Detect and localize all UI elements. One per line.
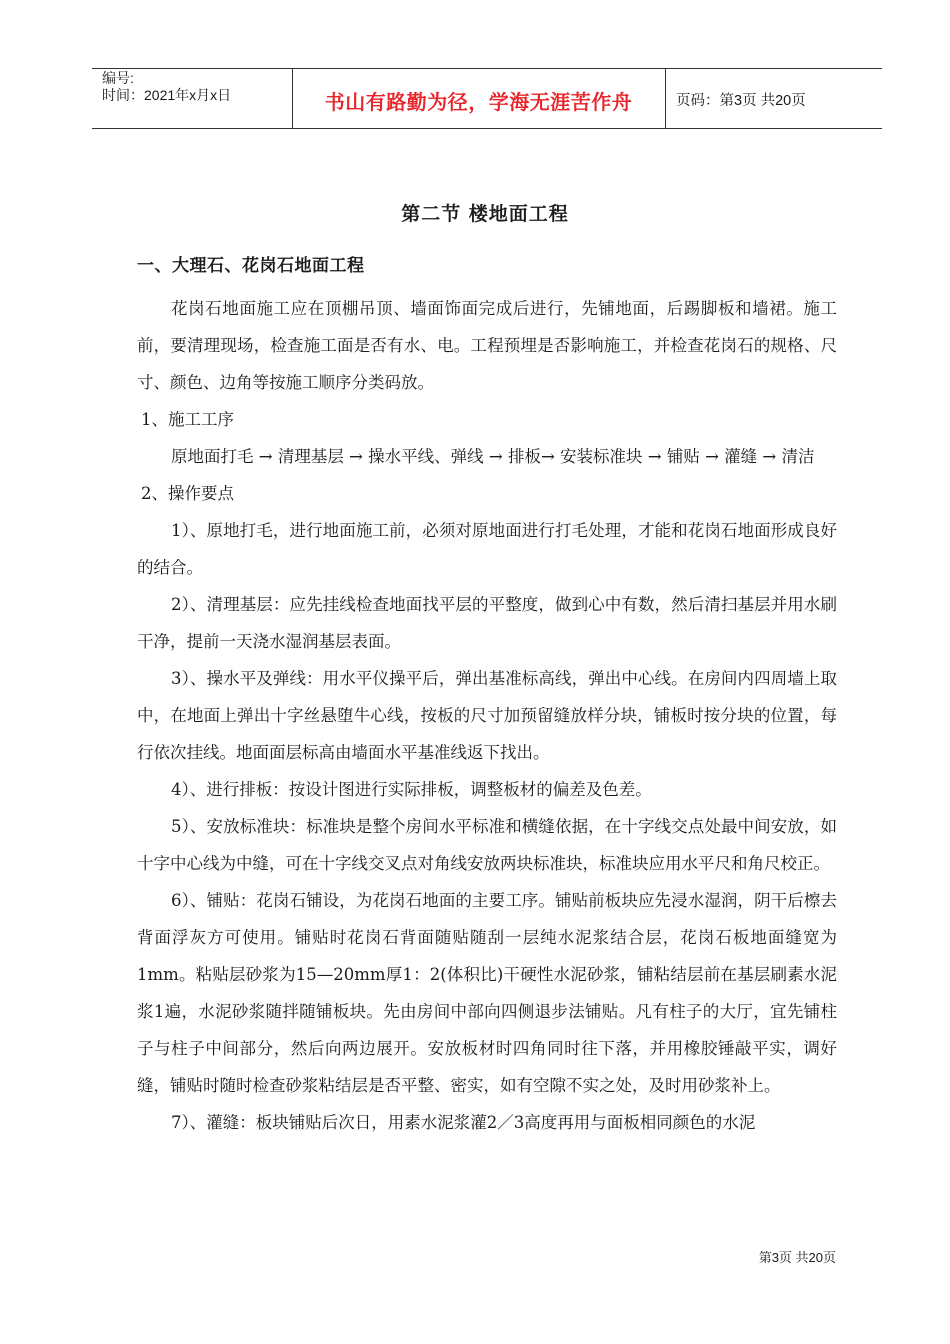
procedure-heading: 1、施工工序 bbox=[141, 410, 234, 429]
procedure-flow: 原地面打毛 → 清理基层 → 操水平线、弹线 → 排板→ 安装标准块 → 铺贴 → 灌缝 → 清洁 bbox=[171, 447, 815, 466]
point-paragraph-6: 6）、铺贴：花岗石铺设，为花岗石地面的主要工序。铺贴前板块应先浸水湿润，阴干后檫去背面浮灰方可使用。铺贴时花岗石背面随贴随刮一层纯水泥浆结合层，花岗石板地面缝宽为1mm。粘贴层砂浆为15—20mm厚1：2(体积比)干硬性水泥砂浆，铺粘结层前在基层刷素水泥浆1遍，水泥砂浆随拌随铺板块。先由房间中部向四侧退步法铺贴。凡有柱子的大厅，宜先铺柱子与柱子中间部分，然后向两边展开。安放板材时四角同时往下落，并用橡胶锤敲平实，调好缝，铺贴时随时检查砂浆粘结层是否平整、密实，如有空隙不实之处，及时用砂浆补上。 bbox=[137, 891, 837, 1095]
header-bottom-rule bbox=[92, 128, 882, 129]
point-paragraph-2: 2）、清理基层：应先挂线检查地面找平层的平整度，做到心中有数，然后清扫基层并用水刷干净，提前一天浇水湿润基层表面。 bbox=[137, 595, 837, 651]
intro-paragraph: 花岗石地面施工应在顶棚吊顶、墙面饰面完成后进行，先铺地面，后踢脚板和墙裙。施工前，要清理现场，检查施工面是否有水、电。工程预埋是否影响施工，并检查花岗石的规格、尺寸、颜色、边角等按施工顺序分类码放。 bbox=[137, 299, 837, 392]
header-divider-right bbox=[665, 68, 666, 129]
point-paragraph-4: 4）、进行排板：按设计图进行实际排板，调整板材的偏差及色差。 bbox=[171, 780, 652, 799]
subsection-heading: 一、大理石、花岗石地面工程 bbox=[137, 256, 365, 276]
header-page-label: 页码：第3页 共20页 bbox=[676, 93, 806, 109]
point-paragraph-3: 3）、操水平及弹线：用水平仪操平后，弹出基准标高线，弹出中心线。在房间内四周墙上取中，在地面上弹出十字丝悬堕牛心线，按板的尺寸加预留缝放样分块，铺板时按分块的位置，每行依次挂线。地面面层标高由墙面水平基准线返下找出。 bbox=[137, 669, 837, 762]
point-paragraph-5: 5）、安放标准块：标准块是整个房间水平标准和横缝依据，在十字线交点处最中间安放，如十字中心线为中缝，可在十字线交叉点对角线安放两块标准块，标准块应用水平尺和角尺校正。 bbox=[137, 817, 837, 873]
points-heading: 2、操作要点 bbox=[141, 484, 234, 503]
doc-number-label: 编号: bbox=[102, 70, 134, 86]
header-top-rule bbox=[92, 68, 882, 69]
header-meta bbox=[102, 70, 231, 104]
section-title: 第二节 楼地面工程 bbox=[401, 203, 569, 225]
point-paragraph-1: 1）、原地打毛，进行地面施工前，必须对原地面进行打毛处理，才能和花岗石地面形成良好的结合。 bbox=[137, 521, 837, 577]
page-footer: 第3页 共20页 bbox=[758, 1250, 836, 1265]
document-body bbox=[137, 290, 837, 1141]
point-paragraph-7: 7）、灌缝：板块铺贴后次日，用素水泥浆灌2／3高度再用与面板相同颜色的水泥 bbox=[171, 1113, 756, 1132]
header-motto: 书山有路勤为径，学海无涯苦作舟 bbox=[324, 90, 633, 114]
time-label: 时间：2021年x月x日 bbox=[102, 87, 232, 103]
